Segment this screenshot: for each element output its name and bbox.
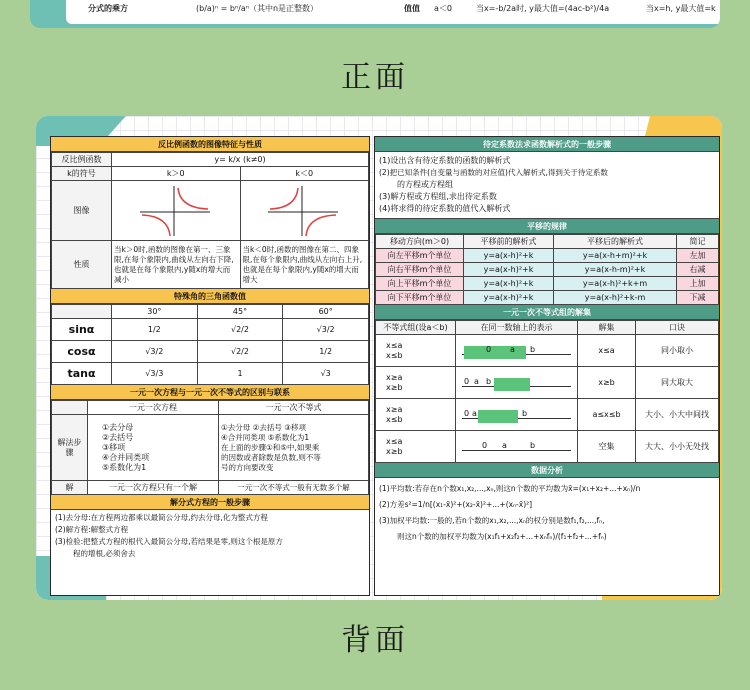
ineq-r2-sys2: x≥b: [386, 382, 403, 392]
sin-60: √3/2: [283, 319, 369, 341]
fraction-step-3: (3)检验:把整式方程的根代入最简公分母,若结果是零,则这个根是原方: [55, 537, 283, 546]
ineq-step-4: 的因数或者除数是负数,则不等: [221, 452, 321, 462]
linear-col2: 一元一次不等式: [219, 401, 369, 415]
trig-title: 特殊角的三角函数值: [51, 289, 369, 304]
hyperbola-positive-icon: [136, 182, 216, 238]
cos-60: 1/2: [283, 341, 369, 363]
trans-r3-dir: 向上平移m个单位: [376, 277, 464, 291]
ineq-r4-zero: 0: [482, 440, 488, 450]
tan-label: tanα: [52, 363, 112, 385]
left-panel: [50, 136, 370, 596]
value-label: 值值: [404, 4, 420, 13]
linear-col1: 一元一次方程: [88, 401, 219, 415]
trans-r2-after: y=a(x-h-m)²+k: [554, 263, 677, 277]
ineq-r3-a: a: [472, 408, 477, 418]
fraction-step-1: (1)去分母:在方程两边都乘以最简公分母,约去分母,化为整式方程: [55, 513, 268, 522]
front-card-edge: [30, 0, 720, 28]
eq-step-3: ③移项: [102, 442, 126, 452]
ineq-steps: [219, 415, 369, 481]
ineq-r1-zero: 0: [486, 344, 492, 354]
ineq-r2-numline: [456, 367, 578, 399]
ineq-h3: 解集: [578, 321, 636, 335]
undetermined-step-2: (2)把已知条件(自变量与函数的对应值)代入解析式,得到关于待定系数: [379, 168, 608, 177]
row-label: 分式的乘方: [88, 4, 128, 13]
ineq-r1-sys2: x≤b: [386, 350, 403, 360]
power-formula: (b/a)ⁿ = bⁿ/aⁿ（其中n是正整数）: [196, 4, 319, 13]
trans-r1-before: y=a(x-h)²+k: [464, 249, 554, 263]
undetermined-step-2b: 的方程或方程组: [397, 180, 453, 189]
condition: a＜0: [434, 4, 452, 13]
inverse-table: [51, 152, 369, 289]
ineq-r3-zero: 0: [464, 408, 470, 418]
ineq-r1-sys1: x≤a: [386, 340, 403, 350]
ineq-r3-sys2: x≤b: [386, 414, 403, 424]
undetermined-step-1: (1)设出含有待定系数的函数的解析式: [379, 156, 511, 165]
sin-label: sinα: [52, 319, 112, 341]
ineq-system-table: [375, 320, 719, 463]
fraction-step-3b: 程的增根,必须舍去: [73, 549, 136, 558]
ineq-r1-b: b: [530, 344, 536, 354]
ineq-r4-sys2: x≥b: [386, 446, 403, 456]
ineq-step-5: 号的方向要改变: [221, 462, 274, 472]
trans-r2-before: y=a(x-h)²+k: [464, 263, 554, 277]
steps-label: 解法步骤: [52, 415, 88, 481]
eq-steps: [88, 415, 219, 481]
ineq-r2-system: [376, 367, 456, 399]
data-analysis-lines: [375, 478, 719, 548]
ineq-r3-solution: a≤x≤b: [578, 399, 636, 431]
fraction-steps: [51, 510, 369, 562]
ineq-r2-zero: 0: [464, 376, 470, 386]
trans-h4: 简记: [677, 235, 719, 249]
undetermined-steps: [375, 152, 719, 219]
trans-r1-rule: 左加: [677, 249, 719, 263]
ineq-r3-system: [376, 399, 456, 431]
trans-r4-after: y=a(x-h)²+k-m: [554, 291, 677, 305]
inverse-row1-label: 反比例函数: [52, 153, 112, 167]
ineq-r4-a: a: [502, 440, 507, 450]
trans-r1-dir: 向左平移m个单位: [376, 249, 464, 263]
prop-positive: 当k＞0时,函数的图像在第一、三象限,在每个象限内,曲线从左向右下降,也就是在每个象限内,y随x的增大而减小: [112, 241, 241, 289]
trans-r1-after: y=a(x-h+m)²+k: [554, 249, 677, 263]
inverse-formula: y= k/x (k≠0): [112, 153, 369, 167]
trig-table: [51, 304, 369, 385]
eq-step-1: ①去分母: [102, 422, 134, 432]
linear-title: 一元一次方程与一元一次不等式的区别与联系: [51, 385, 369, 400]
trig-corner: [52, 305, 112, 319]
ineq-r1-solution: x≤a: [578, 335, 636, 367]
weighted-line-2: 则这n个数的加权平均数为(x₁f₁+x₂f₂+...+xₙfₙ)/(f₁+f₂+...+fₙ): [397, 532, 607, 541]
ineq-h1: 不等式组(设a＜b): [376, 321, 456, 335]
inverse-row2-label: k的符号: [52, 167, 112, 181]
inverse-title: 反比例函数的图像特征与性质: [51, 137, 369, 152]
ineq-r3-sys1: x≥a: [386, 404, 403, 414]
fraction-step-2: (2)解方程:解整式方程: [55, 525, 129, 534]
extreme-formula: 当x=-b/2a时, y最大值=(4ac-b²)/4a: [476, 4, 610, 13]
sin-45: √2/2: [197, 319, 283, 341]
front-card-bottom: [66, 0, 720, 24]
fraction-title: 解分式方程的一般步骤: [51, 495, 369, 510]
sin-30: 1/2: [112, 319, 198, 341]
ineq-r1-rule: 同小取小: [636, 335, 719, 367]
trans-r2-rule: 右减: [677, 263, 719, 277]
ineq-r4-solution: 空集: [578, 431, 636, 463]
trans-r2-dir: 向右平移m个单位: [376, 263, 464, 277]
ineq-r1-numline: [456, 335, 578, 367]
eq-step-4: ④合并同类项: [102, 452, 150, 462]
tan-60: √3: [283, 363, 369, 385]
solution-label: 解: [52, 481, 88, 495]
angle-45: 45°: [197, 305, 283, 319]
k-positive: k＞0: [112, 167, 241, 181]
extreme-formula-2: 当x=h, y最大值=k: [646, 4, 716, 13]
ineq-solution: 一元一次不等式一般有无数多个解: [219, 481, 369, 495]
inverse-row3-label: 图像: [52, 181, 112, 241]
eq-solution: 一元一次方程只有一个解: [88, 481, 219, 495]
undetermined-title: 待定系数法求函数解析式的一般步骤: [375, 137, 719, 152]
front-label: 正面: [341, 60, 409, 95]
hyperbola-negative-icon: [264, 182, 344, 238]
ineq-r3-b: b: [522, 408, 528, 418]
back-card: [36, 116, 722, 600]
undetermined-step-4: (4)将求得的待定系数的值代入解析式: [379, 204, 511, 213]
ineq-system-title: 一元一次不等式组的解集: [375, 305, 719, 320]
trans-r3-after: y=a(x-h)²+k+m: [554, 277, 677, 291]
ineq-r4-system: [376, 431, 456, 463]
linear-table: [51, 400, 369, 495]
ineq-r2-b: b: [486, 376, 492, 386]
ineq-r4-b: b: [530, 440, 536, 450]
variance-line: (2)方差s²=1/n[(x₁-x̄)²+(x₂-x̄)²+...+(xₙ-x̄)²]: [379, 500, 533, 509]
inverse-row4-label: 性质: [52, 241, 112, 289]
trans-r4-dir: 向下平移m个单位: [376, 291, 464, 305]
ineq-r2-sys1: x≥a: [386, 372, 403, 382]
tan-30: √3/3: [112, 363, 198, 385]
trans-r3-rule: 上加: [677, 277, 719, 291]
right-panel: [374, 136, 720, 596]
back-label: 背面: [341, 623, 409, 658]
translation-table: [375, 234, 719, 305]
ineq-r1-system: [376, 335, 456, 367]
ineq-step-2: ④合并同类项 ⑤系数化为1: [221, 432, 310, 442]
weighted-line: (3)加权平均数:一般的,若n个数的x₁,x₂,...,xₙ的权分别是数f₁,f₂,...,fₙ,: [379, 516, 605, 525]
ineq-r1-a: a: [510, 344, 515, 354]
ineq-r2-a: a: [474, 376, 479, 386]
ineq-r2-rule: 同大取大: [636, 367, 719, 399]
graph-positive: [112, 181, 241, 241]
trans-r4-before: y=a(x-h)²+k: [464, 291, 554, 305]
trans-h3: 平移后的解析式: [554, 235, 677, 249]
ineq-r3-rule: 大小、小大中间找: [636, 399, 719, 431]
ineq-r3-numline: [456, 399, 578, 431]
data-analysis-title: 数据分析: [375, 463, 719, 478]
trans-r3-before: y=a(x-h)²+k: [464, 277, 554, 291]
ineq-step-3: 在上面的步骤①和⑤中,如果乘: [221, 442, 320, 452]
ineq-r4-sys1: x≤a: [386, 436, 403, 446]
mean-line: (1)平均数:若存在n个数x₁,x₂,...,xₙ,则这n个数的平均数为x̄=(x₁+x₂+...+xₙ)/n: [379, 484, 641, 493]
trans-h1: 移动方向(m＞0): [376, 235, 464, 249]
trans-h2: 平移前的解析式: [464, 235, 554, 249]
eq-step-5: ⑤系数化为1: [102, 462, 147, 472]
ineq-step-1: ①去分母 ②去括号 ③移项: [221, 422, 306, 432]
cos-45: √2/2: [197, 341, 283, 363]
tan-45: 1: [197, 363, 283, 385]
ineq-h4: 口诀: [636, 321, 719, 335]
prop-negative: 当k＜0时,函数的图像在第二、四象限,在每个象限内,曲线从左向右上升,也就是在每个象限内,y随x的增大而增大: [240, 241, 369, 289]
ineq-r2-solution: x≥b: [578, 367, 636, 399]
ineq-r4-rule: 大大、小小无处找: [636, 431, 719, 463]
undetermined-step-3: (3)解方程或方程组,求出待定系数: [379, 192, 497, 201]
eq-step-2: ②去括号: [102, 432, 134, 442]
linear-corner: [52, 401, 88, 415]
graph-negative: [240, 181, 369, 241]
ineq-h2: 在同一数轴上的表示: [456, 321, 578, 335]
angle-30: 30°: [112, 305, 198, 319]
angle-60: 60°: [283, 305, 369, 319]
cos-label: cosα: [52, 341, 112, 363]
cos-30: √3/2: [112, 341, 198, 363]
ineq-r4-numline: [456, 431, 578, 463]
trans-r4-rule: 下减: [677, 291, 719, 305]
translation-title: 平移的规律: [375, 219, 719, 234]
k-negative: k＜0: [240, 167, 369, 181]
